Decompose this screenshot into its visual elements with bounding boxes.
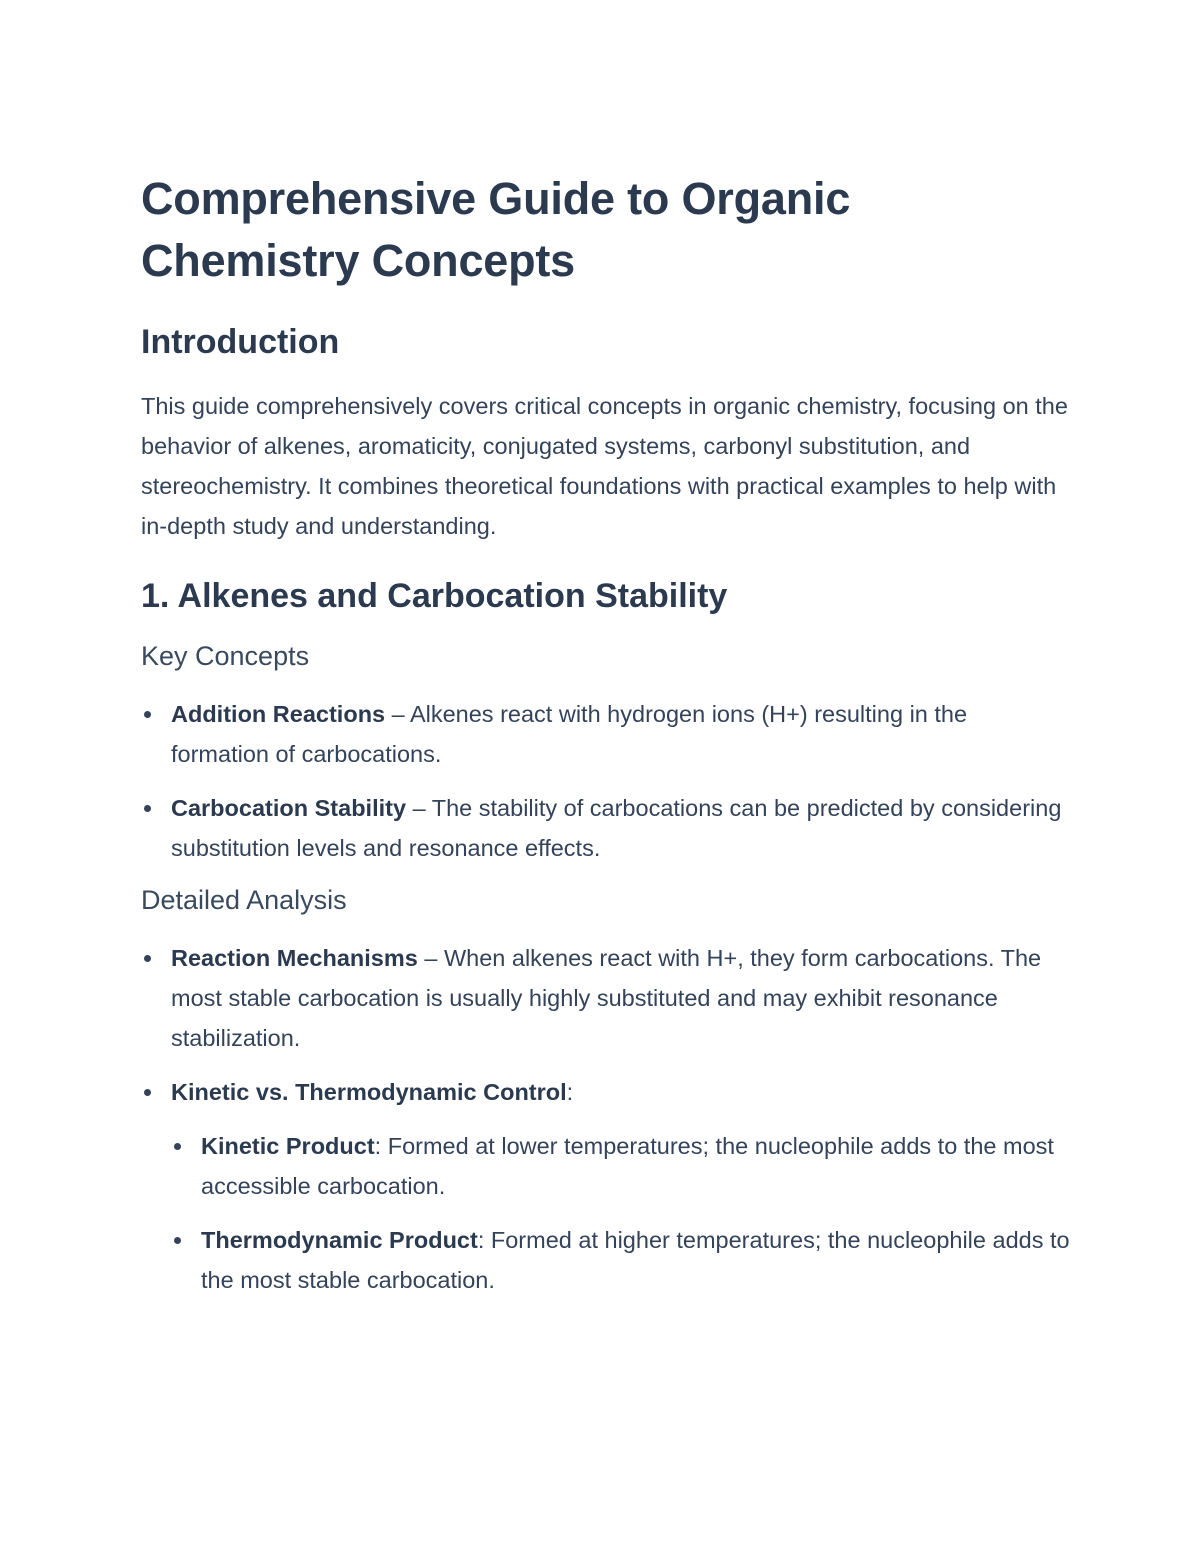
list-item-term: Kinetic vs. Thermodynamic Control — [171, 1079, 567, 1105]
detailed-analysis-heading: Detailed Analysis — [141, 885, 347, 915]
introduction-heading: Introduction — [141, 323, 340, 361]
list-item-text: : Formed at lower temperatures; the nucleophile adds to the most accessible carbocation. — [201, 1133, 1054, 1199]
introduction-paragraph: This guide comprehensively covers critical concepts in organic chemistry, focusing on the behavior of alkenes, aromaticity, conjugated systems, carbonyl substitution, and stereochemistry. It combines theoretical foundations with practical examples to help with in-depth study and understanding. — [141, 393, 1068, 539]
detailed-analysis-list — [141, 938, 1071, 1300]
document-page — [141, 168, 1071, 1300]
list-item — [141, 938, 1071, 1058]
list-item-text: – The stability of carbocations can be predicted by considering substitution levels and resonance effects. — [171, 795, 1062, 861]
list-item-term: Thermodynamic Product — [201, 1227, 478, 1253]
nested-list — [171, 1126, 1071, 1300]
document-title: Comprehensive Guide to Organic Chemistry Concepts — [141, 173, 851, 286]
key-concepts-list — [141, 694, 1071, 868]
list-item-term: Kinetic Product — [201, 1133, 375, 1159]
list-item-text: – When alkenes react with H+, they form carbocations. The most stable carbocation is usually highly substituted and may exhibit resonance stabilization. — [171, 945, 1042, 1051]
list-item-text: – Alkenes react with hydrogen ions (H+) resulting in the formation of carbocations. — [171, 701, 968, 767]
nested-list-item — [171, 1220, 1071, 1300]
list-item-text: : — [566, 1079, 574, 1105]
list-item — [141, 788, 1071, 868]
section-1-heading: 1. Alkenes and Carbocation Stability — [141, 577, 728, 615]
list-item-term: Reaction Mechanisms — [171, 945, 418, 971]
list-item — [141, 694, 1071, 774]
list-item-term: Carbocation Stability — [171, 795, 407, 821]
list-item-text: : Formed at higher temperatures; the nucleophile adds to the most stable carbocation. — [201, 1227, 1070, 1293]
list-item — [141, 1072, 1071, 1300]
key-concepts-heading: Key Concepts — [141, 641, 310, 671]
nested-list-item — [171, 1126, 1071, 1206]
list-item-term: Addition Reactions — [171, 701, 386, 727]
